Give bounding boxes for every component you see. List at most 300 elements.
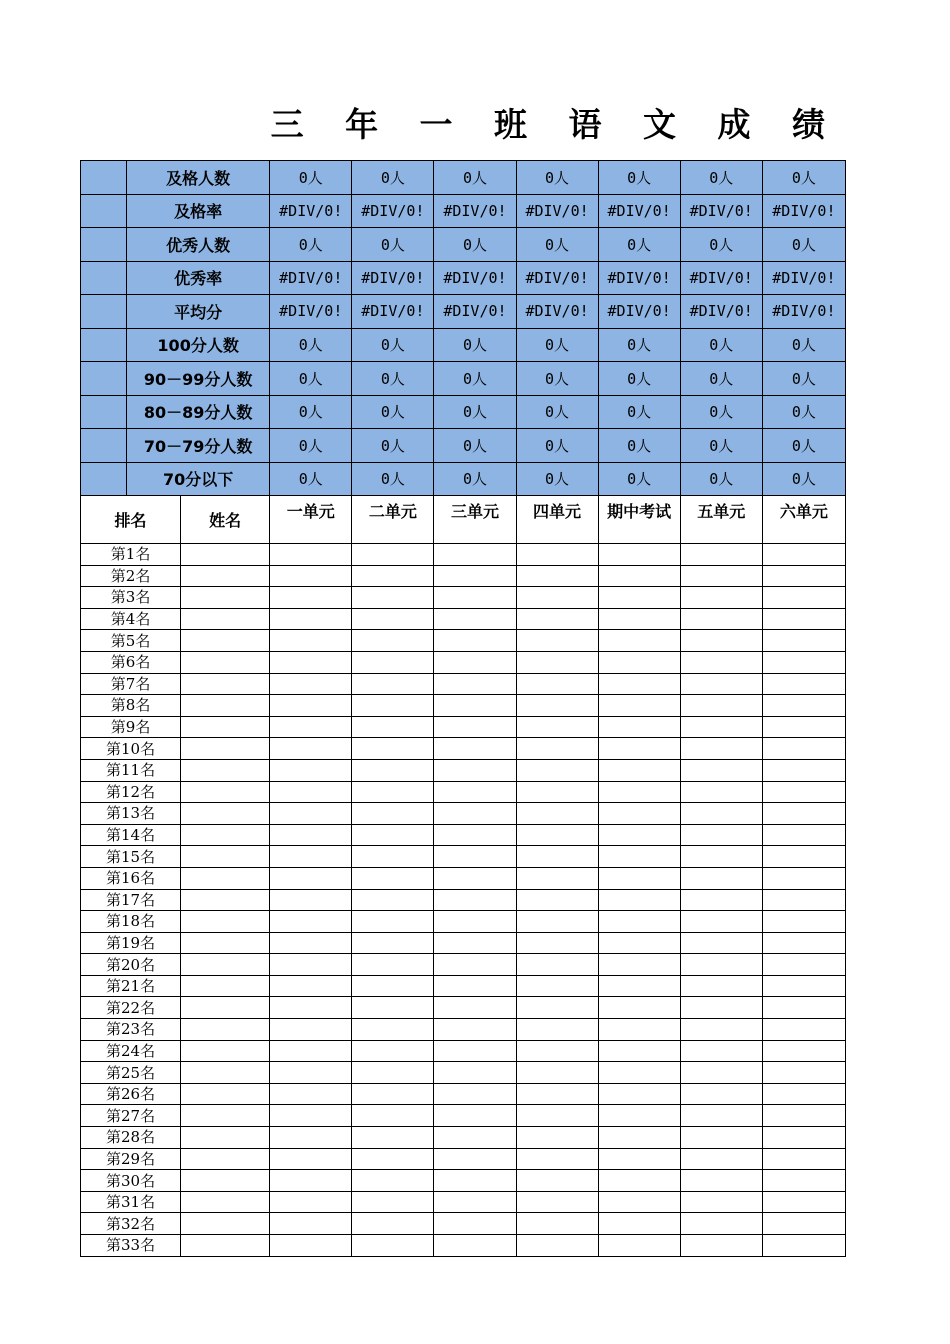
- score-cell[interactable]: [434, 1040, 516, 1062]
- score-cell[interactable]: [516, 1127, 598, 1149]
- score-cell[interactable]: [680, 608, 762, 630]
- rank-cell[interactable]: 第33名: [81, 1235, 181, 1257]
- name-cell[interactable]: [181, 1170, 270, 1192]
- rank-cell[interactable]: 第7名: [81, 673, 181, 695]
- score-cell[interactable]: [270, 1127, 352, 1149]
- rank-cell[interactable]: 第17名: [81, 889, 181, 911]
- score-cell[interactable]: [352, 975, 434, 997]
- stats-value-cell[interactable]: 0人: [434, 161, 516, 195]
- rank-cell[interactable]: 第30名: [81, 1170, 181, 1192]
- score-cell[interactable]: [352, 716, 434, 738]
- score-cell[interactable]: [762, 1040, 845, 1062]
- score-cell[interactable]: [434, 608, 516, 630]
- score-cell[interactable]: [352, 565, 434, 587]
- score-cell[interactable]: [762, 781, 845, 803]
- score-cell[interactable]: [270, 716, 352, 738]
- score-cell[interactable]: [270, 954, 352, 976]
- score-cell[interactable]: [680, 695, 762, 717]
- score-cell[interactable]: [762, 803, 845, 825]
- score-cell[interactable]: [270, 673, 352, 695]
- score-cell[interactable]: [516, 630, 598, 652]
- rank-cell[interactable]: 第18名: [81, 911, 181, 933]
- stats-value-cell[interactable]: 0人: [352, 362, 434, 396]
- score-cell[interactable]: [270, 846, 352, 868]
- score-cell[interactable]: [598, 932, 680, 954]
- score-cell[interactable]: [434, 1127, 516, 1149]
- score-cell[interactable]: [516, 1083, 598, 1105]
- stats-blank-cell[interactable]: [81, 228, 127, 262]
- score-cell[interactable]: [762, 608, 845, 630]
- score-cell[interactable]: [762, 695, 845, 717]
- score-cell[interactable]: [516, 759, 598, 781]
- stats-value-cell[interactable]: #DIV/0!: [516, 295, 598, 329]
- rank-cell[interactable]: 第10名: [81, 738, 181, 760]
- score-cell[interactable]: [516, 824, 598, 846]
- score-cell[interactable]: [516, 954, 598, 976]
- score-cell[interactable]: [762, 759, 845, 781]
- stats-value-cell[interactable]: 0人: [680, 228, 762, 262]
- stats-value-cell[interactable]: 0人: [434, 362, 516, 396]
- score-cell[interactable]: [762, 630, 845, 652]
- score-cell[interactable]: [352, 1170, 434, 1192]
- score-cell[interactable]: [516, 1191, 598, 1213]
- rank-cell[interactable]: 第28名: [81, 1127, 181, 1149]
- score-cell[interactable]: [762, 1105, 845, 1127]
- name-cell[interactable]: [181, 1213, 270, 1235]
- rank-cell[interactable]: 第14名: [81, 824, 181, 846]
- stats-value-cell[interactable]: 0人: [598, 228, 680, 262]
- stats-value-cell[interactable]: #DIV/0!: [598, 261, 680, 295]
- stats-value-cell[interactable]: 0人: [762, 429, 845, 463]
- name-cell[interactable]: [181, 544, 270, 566]
- score-cell[interactable]: [762, 1235, 845, 1257]
- stats-value-cell[interactable]: 0人: [434, 429, 516, 463]
- rank-cell[interactable]: 第24名: [81, 1040, 181, 1062]
- score-cell[interactable]: [680, 587, 762, 609]
- score-cell[interactable]: [434, 630, 516, 652]
- score-cell[interactable]: [352, 587, 434, 609]
- score-cell[interactable]: [680, 824, 762, 846]
- score-cell[interactable]: [680, 1127, 762, 1149]
- stats-value-cell[interactable]: 0人: [680, 362, 762, 396]
- stats-value-cell[interactable]: 0人: [270, 395, 352, 429]
- score-cell[interactable]: [352, 1062, 434, 1084]
- score-cell[interactable]: [516, 1170, 598, 1192]
- name-cell[interactable]: [181, 565, 270, 587]
- stats-value-cell[interactable]: 0人: [352, 462, 434, 496]
- rank-cell[interactable]: 第15名: [81, 846, 181, 868]
- stats-value-cell[interactable]: 0人: [598, 161, 680, 195]
- score-cell[interactable]: [598, 803, 680, 825]
- score-cell[interactable]: [352, 544, 434, 566]
- stats-value-cell[interactable]: #DIV/0!: [434, 194, 516, 228]
- score-cell[interactable]: [434, 738, 516, 760]
- stats-blank-cell[interactable]: [81, 362, 127, 396]
- score-cell[interactable]: [680, 565, 762, 587]
- score-cell[interactable]: [270, 1083, 352, 1105]
- rank-header[interactable]: 排名: [81, 496, 181, 544]
- score-cell[interactable]: [680, 673, 762, 695]
- stats-value-cell[interactable]: 0人: [762, 161, 845, 195]
- score-cell[interactable]: [434, 1191, 516, 1213]
- score-cell[interactable]: [352, 781, 434, 803]
- stats-value-cell[interactable]: #DIV/0!: [598, 194, 680, 228]
- name-cell[interactable]: [181, 1191, 270, 1213]
- score-cell[interactable]: [762, 738, 845, 760]
- score-cell[interactable]: [270, 867, 352, 889]
- score-cell[interactable]: [270, 1019, 352, 1041]
- score-cell[interactable]: [434, 651, 516, 673]
- name-cell[interactable]: [181, 716, 270, 738]
- score-cell[interactable]: [270, 651, 352, 673]
- score-cell[interactable]: [434, 932, 516, 954]
- score-cell[interactable]: [598, 1105, 680, 1127]
- rank-cell[interactable]: 第21名: [81, 975, 181, 997]
- stats-value-cell[interactable]: 0人: [270, 228, 352, 262]
- score-cell[interactable]: [680, 716, 762, 738]
- score-cell[interactable]: [434, 911, 516, 933]
- rank-cell[interactable]: 第9名: [81, 716, 181, 738]
- score-cell[interactable]: [270, 1040, 352, 1062]
- score-cell[interactable]: [352, 1127, 434, 1149]
- stats-value-cell[interactable]: 0人: [270, 362, 352, 396]
- score-cell[interactable]: [762, 824, 845, 846]
- score-cell[interactable]: [762, 932, 845, 954]
- score-cell[interactable]: [270, 803, 352, 825]
- score-cell[interactable]: [352, 954, 434, 976]
- score-cell[interactable]: [352, 1040, 434, 1062]
- score-cell[interactable]: [598, 1019, 680, 1041]
- stats-blank-cell[interactable]: [81, 429, 127, 463]
- score-cell[interactable]: [516, 781, 598, 803]
- score-cell[interactable]: [516, 716, 598, 738]
- score-cell[interactable]: [516, 544, 598, 566]
- name-cell[interactable]: [181, 932, 270, 954]
- score-cell[interactable]: [680, 1148, 762, 1170]
- unit-header[interactable]: 二单元: [352, 496, 434, 544]
- score-cell[interactable]: [270, 1105, 352, 1127]
- name-cell[interactable]: [181, 608, 270, 630]
- score-cell[interactable]: [352, 889, 434, 911]
- stats-value-cell[interactable]: #DIV/0!: [270, 194, 352, 228]
- score-cell[interactable]: [270, 1235, 352, 1257]
- score-cell[interactable]: [352, 759, 434, 781]
- name-cell[interactable]: [181, 803, 270, 825]
- score-cell[interactable]: [598, 975, 680, 997]
- score-cell[interactable]: [434, 544, 516, 566]
- name-cell[interactable]: [181, 1105, 270, 1127]
- score-cell[interactable]: [762, 867, 845, 889]
- rank-cell[interactable]: 第20名: [81, 954, 181, 976]
- score-cell[interactable]: [434, 975, 516, 997]
- stats-value-cell[interactable]: 0人: [270, 161, 352, 195]
- score-cell[interactable]: [762, 673, 845, 695]
- score-cell[interactable]: [352, 824, 434, 846]
- score-cell[interactable]: [270, 587, 352, 609]
- score-cell[interactable]: [352, 846, 434, 868]
- score-cell[interactable]: [516, 1105, 598, 1127]
- score-cell[interactable]: [434, 824, 516, 846]
- score-cell[interactable]: [516, 608, 598, 630]
- stats-value-cell[interactable]: #DIV/0!: [270, 295, 352, 329]
- score-cell[interactable]: [680, 803, 762, 825]
- stats-label[interactable]: 80－89分人数: [127, 395, 270, 429]
- stats-label[interactable]: 平均分: [127, 295, 270, 329]
- stats-blank-cell[interactable]: [81, 328, 127, 362]
- unit-header[interactable]: 一单元: [270, 496, 352, 544]
- stats-value-cell[interactable]: #DIV/0!: [270, 261, 352, 295]
- score-cell[interactable]: [434, 1083, 516, 1105]
- score-cell[interactable]: [434, 1213, 516, 1235]
- score-cell[interactable]: [680, 954, 762, 976]
- score-cell[interactable]: [352, 911, 434, 933]
- score-cell[interactable]: [680, 1213, 762, 1235]
- score-cell[interactable]: [516, 997, 598, 1019]
- score-cell[interactable]: [270, 695, 352, 717]
- score-cell[interactable]: [598, 824, 680, 846]
- stats-value-cell[interactable]: 0人: [434, 462, 516, 496]
- score-cell[interactable]: [434, 889, 516, 911]
- score-cell[interactable]: [516, 1213, 598, 1235]
- score-cell[interactable]: [434, 803, 516, 825]
- stats-value-cell[interactable]: #DIV/0!: [680, 295, 762, 329]
- score-cell[interactable]: [270, 1062, 352, 1084]
- score-cell[interactable]: [598, 695, 680, 717]
- score-cell[interactable]: [352, 1235, 434, 1257]
- stats-value-cell[interactable]: 0人: [516, 362, 598, 396]
- score-cell[interactable]: [434, 759, 516, 781]
- name-cell[interactable]: [181, 759, 270, 781]
- score-cell[interactable]: [352, 695, 434, 717]
- stats-value-cell[interactable]: #DIV/0!: [352, 295, 434, 329]
- stats-value-cell[interactable]: 0人: [680, 328, 762, 362]
- score-cell[interactable]: [762, 1148, 845, 1170]
- score-cell[interactable]: [598, 587, 680, 609]
- stats-value-cell[interactable]: 0人: [352, 429, 434, 463]
- stats-value-cell[interactable]: #DIV/0!: [762, 194, 845, 228]
- score-cell[interactable]: [434, 716, 516, 738]
- name-cell[interactable]: [181, 738, 270, 760]
- score-cell[interactable]: [516, 932, 598, 954]
- rank-cell[interactable]: 第26名: [81, 1083, 181, 1105]
- score-cell[interactable]: [598, 911, 680, 933]
- stats-value-cell[interactable]: 0人: [270, 429, 352, 463]
- score-cell[interactable]: [680, 889, 762, 911]
- unit-header[interactable]: 四单元: [516, 496, 598, 544]
- rank-cell[interactable]: 第6名: [81, 651, 181, 673]
- rank-cell[interactable]: 第23名: [81, 1019, 181, 1041]
- score-cell[interactable]: [598, 1170, 680, 1192]
- stats-value-cell[interactable]: #DIV/0!: [762, 261, 845, 295]
- score-cell[interactable]: [762, 975, 845, 997]
- stats-value-cell[interactable]: #DIV/0!: [680, 261, 762, 295]
- score-cell[interactable]: [680, 651, 762, 673]
- score-cell[interactable]: [516, 1062, 598, 1084]
- score-cell[interactable]: [762, 1019, 845, 1041]
- stats-blank-cell[interactable]: [81, 261, 127, 295]
- score-cell[interactable]: [352, 608, 434, 630]
- score-cell[interactable]: [270, 738, 352, 760]
- rank-cell[interactable]: 第1名: [81, 544, 181, 566]
- stats-value-cell[interactable]: #DIV/0!: [516, 261, 598, 295]
- score-cell[interactable]: [352, 1019, 434, 1041]
- stats-value-cell[interactable]: 0人: [680, 395, 762, 429]
- name-cell[interactable]: [181, 587, 270, 609]
- score-cell[interactable]: [516, 1040, 598, 1062]
- stats-value-cell[interactable]: 0人: [598, 395, 680, 429]
- score-cell[interactable]: [434, 1062, 516, 1084]
- stats-label[interactable]: 及格率: [127, 194, 270, 228]
- rank-cell[interactable]: 第4名: [81, 608, 181, 630]
- stats-value-cell[interactable]: 0人: [270, 462, 352, 496]
- score-cell[interactable]: [516, 651, 598, 673]
- stats-value-cell[interactable]: 0人: [598, 328, 680, 362]
- name-cell[interactable]: [181, 630, 270, 652]
- name-cell[interactable]: [181, 1019, 270, 1041]
- score-cell[interactable]: [762, 587, 845, 609]
- rank-cell[interactable]: 第22名: [81, 997, 181, 1019]
- score-cell[interactable]: [598, 651, 680, 673]
- score-cell[interactable]: [352, 932, 434, 954]
- rank-cell[interactable]: 第3名: [81, 587, 181, 609]
- stats-label[interactable]: 90－99分人数: [127, 362, 270, 396]
- score-cell[interactable]: [270, 608, 352, 630]
- score-cell[interactable]: [598, 716, 680, 738]
- score-cell[interactable]: [762, 1170, 845, 1192]
- name-cell[interactable]: [181, 1235, 270, 1257]
- score-cell[interactable]: [516, 1235, 598, 1257]
- stats-value-cell[interactable]: 0人: [352, 228, 434, 262]
- stats-value-cell[interactable]: 0人: [434, 395, 516, 429]
- score-cell[interactable]: [516, 889, 598, 911]
- score-cell[interactable]: [352, 630, 434, 652]
- score-cell[interactable]: [680, 846, 762, 868]
- stats-value-cell[interactable]: #DIV/0!: [352, 261, 434, 295]
- score-cell[interactable]: [762, 1062, 845, 1084]
- score-cell[interactable]: [762, 889, 845, 911]
- rank-cell[interactable]: 第16名: [81, 867, 181, 889]
- rank-cell[interactable]: 第8名: [81, 695, 181, 717]
- stats-value-cell[interactable]: 0人: [516, 429, 598, 463]
- stats-value-cell[interactable]: 0人: [762, 462, 845, 496]
- stats-value-cell[interactable]: 0人: [270, 328, 352, 362]
- score-cell[interactable]: [434, 565, 516, 587]
- score-cell[interactable]: [516, 867, 598, 889]
- score-cell[interactable]: [680, 1019, 762, 1041]
- name-cell[interactable]: [181, 1148, 270, 1170]
- stats-value-cell[interactable]: 0人: [434, 228, 516, 262]
- score-cell[interactable]: [680, 1170, 762, 1192]
- score-cell[interactable]: [680, 867, 762, 889]
- score-cell[interactable]: [352, 1105, 434, 1127]
- score-cell[interactable]: [598, 608, 680, 630]
- score-cell[interactable]: [598, 1127, 680, 1149]
- score-cell[interactable]: [270, 911, 352, 933]
- name-cell[interactable]: [181, 846, 270, 868]
- score-cell[interactable]: [598, 1148, 680, 1170]
- score-cell[interactable]: [516, 695, 598, 717]
- stats-value-cell[interactable]: 0人: [680, 429, 762, 463]
- stats-blank-cell[interactable]: [81, 395, 127, 429]
- score-cell[interactable]: [762, 846, 845, 868]
- score-cell[interactable]: [270, 932, 352, 954]
- score-cell[interactable]: [680, 1062, 762, 1084]
- score-cell[interactable]: [680, 738, 762, 760]
- score-cell[interactable]: [680, 781, 762, 803]
- score-cell[interactable]: [352, 1148, 434, 1170]
- rank-cell[interactable]: 第31名: [81, 1191, 181, 1213]
- score-cell[interactable]: [680, 997, 762, 1019]
- score-cell[interactable]: [598, 759, 680, 781]
- stats-value-cell[interactable]: 0人: [598, 462, 680, 496]
- stats-value-cell[interactable]: 0人: [352, 395, 434, 429]
- stats-blank-cell[interactable]: [81, 462, 127, 496]
- stats-label[interactable]: 及格人数: [127, 161, 270, 195]
- score-cell[interactable]: [680, 975, 762, 997]
- score-cell[interactable]: [762, 954, 845, 976]
- score-cell[interactable]: [680, 932, 762, 954]
- score-cell[interactable]: [762, 565, 845, 587]
- score-cell[interactable]: [762, 1127, 845, 1149]
- score-cell[interactable]: [434, 1148, 516, 1170]
- score-cell[interactable]: [270, 1213, 352, 1235]
- stats-label[interactable]: 70分以下: [127, 462, 270, 496]
- score-cell[interactable]: [680, 1040, 762, 1062]
- score-cell[interactable]: [270, 759, 352, 781]
- score-cell[interactable]: [680, 544, 762, 566]
- stats-value-cell[interactable]: #DIV/0!: [434, 295, 516, 329]
- stats-blank-cell[interactable]: [81, 194, 127, 228]
- rank-cell[interactable]: 第19名: [81, 932, 181, 954]
- score-cell[interactable]: [516, 1148, 598, 1170]
- name-cell[interactable]: [181, 867, 270, 889]
- stats-value-cell[interactable]: 0人: [516, 462, 598, 496]
- score-cell[interactable]: [762, 544, 845, 566]
- score-cell[interactable]: [598, 544, 680, 566]
- score-cell[interactable]: [434, 695, 516, 717]
- score-cell[interactable]: [352, 867, 434, 889]
- unit-header[interactable]: 五单元: [680, 496, 762, 544]
- rank-cell[interactable]: 第25名: [81, 1062, 181, 1084]
- stats-value-cell[interactable]: 0人: [352, 328, 434, 362]
- name-cell[interactable]: [181, 911, 270, 933]
- stats-value-cell[interactable]: 0人: [762, 395, 845, 429]
- score-cell[interactable]: [516, 565, 598, 587]
- score-cell[interactable]: [516, 673, 598, 695]
- score-cell[interactable]: [270, 824, 352, 846]
- score-cell[interactable]: [352, 738, 434, 760]
- stats-value-cell[interactable]: #DIV/0!: [516, 194, 598, 228]
- score-cell[interactable]: [762, 911, 845, 933]
- rank-cell[interactable]: 第13名: [81, 803, 181, 825]
- score-cell[interactable]: [352, 997, 434, 1019]
- stats-value-cell[interactable]: 0人: [516, 228, 598, 262]
- score-cell[interactable]: [680, 1083, 762, 1105]
- score-cell[interactable]: [680, 1191, 762, 1213]
- name-cell[interactable]: [181, 997, 270, 1019]
- score-cell[interactable]: [270, 1170, 352, 1192]
- score-cell[interactable]: [352, 673, 434, 695]
- score-cell[interactable]: [270, 544, 352, 566]
- score-cell[interactable]: [270, 630, 352, 652]
- stats-label[interactable]: 优秀率: [127, 261, 270, 295]
- score-cell[interactable]: [516, 738, 598, 760]
- score-cell[interactable]: [270, 1148, 352, 1170]
- score-cell[interactable]: [598, 997, 680, 1019]
- name-cell[interactable]: [181, 1040, 270, 1062]
- score-cell[interactable]: [516, 1019, 598, 1041]
- score-cell[interactable]: [434, 1105, 516, 1127]
